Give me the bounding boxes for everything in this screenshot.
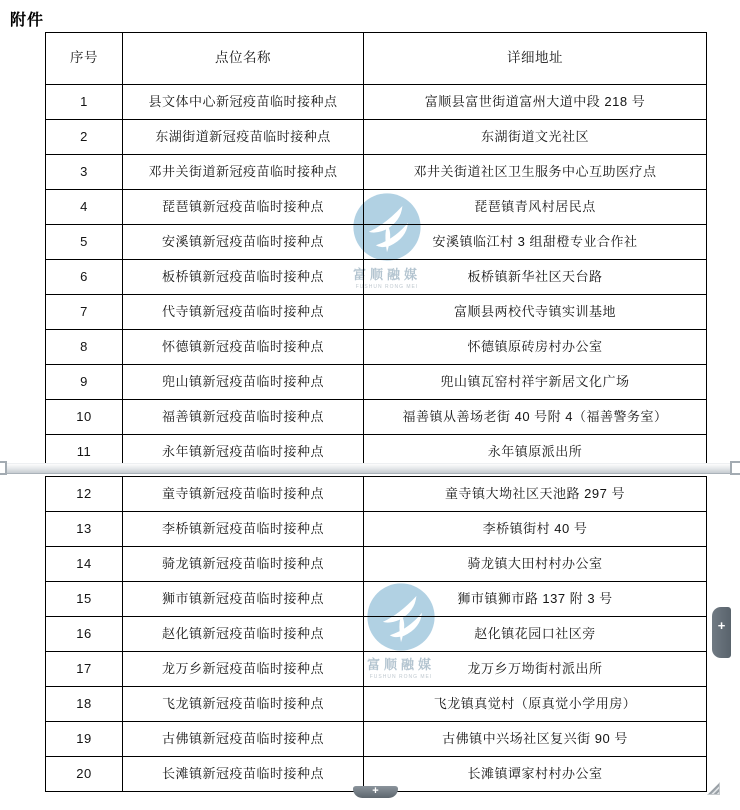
row-site-name: 童寺镇新冠疫苗临时接种点: [123, 477, 364, 511]
row-seq-number: 2: [46, 120, 123, 154]
table-row: [46, 330, 706, 365]
row-seq-number: 5: [46, 225, 123, 259]
table-row: [46, 155, 706, 190]
page-break-divider: [0, 463, 740, 474]
row-site-address: 骑龙镇大田村村办公室: [467, 555, 603, 571]
attachment-title: 附件: [10, 12, 45, 29]
row-seq-number: 14: [46, 547, 123, 581]
row-site-address: 赵化镇花园口社区旁: [474, 625, 596, 641]
table-row: [46, 512, 706, 547]
row-site-address: 邓井关街道社区卫生服务中心互助医疗点: [413, 163, 657, 179]
table-row: [46, 225, 706, 260]
row-seq-number: 12: [46, 477, 123, 511]
row-site-address: 李桥镇街村 40 号: [482, 520, 588, 536]
row-seq-number: 19: [46, 722, 123, 756]
side-expand-button[interactable]: [712, 607, 731, 658]
row-site-name: 飞龙镇新冠疫苗临时接种点: [123, 687, 364, 721]
page-edge-marker-right: [730, 461, 740, 475]
header-site-name: 点位名称: [123, 33, 364, 84]
row-site-name: 县文体中心新冠疫苗临时接种点: [123, 85, 364, 119]
row-seq-number: 17: [46, 652, 123, 686]
table-row: [46, 547, 706, 582]
row-site-name: 安溪镇新冠疫苗临时接种点: [123, 225, 364, 259]
row-seq-number: 3: [46, 155, 123, 189]
row-site-name: 李桥镇新冠疫苗临时接种点: [123, 512, 364, 546]
row-site-address: 童寺镇大坳社区天池路 297 号: [445, 485, 625, 501]
row-site-address: 飞龙镇真觉村（原真觉小学用房）: [433, 695, 637, 711]
row-seq-number: 10: [46, 400, 123, 434]
row-seq-number: 9: [46, 365, 123, 399]
vaccination-sites-table-page2: [45, 476, 707, 792]
row-site-address: 富顺县富世街道富州大道中段 218 号: [424, 93, 646, 109]
table-row: [46, 260, 706, 295]
row-seq-number: 20: [46, 757, 123, 791]
row-site-name: 福善镇新冠疫苗临时接种点: [123, 400, 364, 434]
row-seq-number: 4: [46, 190, 123, 224]
row-site-address: 琵琶镇青风村居民点: [474, 198, 596, 214]
row-site-address: 东湖街道文光社区: [480, 128, 589, 144]
table-header-row: [46, 33, 706, 85]
table-row: [46, 190, 706, 225]
table-row: [46, 400, 706, 435]
table-row: [46, 295, 706, 330]
table-row: [46, 722, 706, 757]
watermark-cn-text: 富顺融媒: [352, 267, 421, 282]
table-row: [46, 120, 706, 155]
row-site-name: 邓井关街道新冠疫苗临时接种点: [123, 155, 364, 189]
table-row: [46, 477, 706, 512]
table-row: [46, 365, 706, 400]
header-seq-number: 序号: [46, 33, 123, 84]
row-site-name: 东湖街道新冠疫苗临时接种点: [123, 120, 364, 154]
page-edge-marker-left: [0, 461, 7, 475]
row-site-address: 兜山镇瓦窑村祥宇新居文化广场: [440, 373, 630, 389]
watermark-en-text: FUSHUN RONG MEI: [355, 284, 419, 290]
row-site-name: 骑龙镇新冠疫苗临时接种点: [123, 547, 364, 581]
row-seq-number: 15: [46, 582, 123, 616]
table-row: [46, 687, 706, 722]
row-site-name: 龙万乡新冠疫苗临时接种点: [123, 652, 364, 686]
plus-icon: +: [372, 785, 379, 797]
row-site-name: 长滩镇新冠疫苗临时接种点: [123, 757, 364, 791]
row-site-address: 长滩镇谭家村村办公室: [467, 765, 603, 781]
plus-icon: +: [717, 618, 726, 633]
row-seq-number: 7: [46, 295, 123, 329]
row-site-address: 狮市镇狮市路 137 附 3 号: [457, 590, 613, 606]
row-site-name: 赵化镇新冠疫苗临时接种点: [123, 617, 364, 651]
row-site-address: 福善镇从善场老街 40 号附 4（福善警务室）: [402, 408, 668, 424]
row-site-address: 富顺县两校代寺镇实训基地: [453, 303, 616, 319]
table-row: [46, 85, 706, 120]
row-seq-number: 11: [46, 435, 123, 469]
table-row: [46, 582, 706, 617]
row-site-address: 安溪镇临江村 3 组甜橙专业合作社: [432, 233, 638, 249]
row-seq-number: 16: [46, 617, 123, 651]
row-seq-number: 8: [46, 330, 123, 364]
row-site-address: 板桥镇新华社区天台路: [467, 268, 603, 284]
row-site-name: 板桥镇新冠疫苗临时接种点: [123, 260, 364, 294]
row-site-address: 怀德镇原砖房村办公室: [467, 338, 603, 354]
resize-grip-handle[interactable]: [707, 782, 720, 795]
bottom-expand-button[interactable]: [353, 786, 398, 798]
row-site-name: 琵琶镇新冠疫苗临时接种点: [123, 190, 364, 224]
row-site-name: 狮市镇新冠疫苗临时接种点: [123, 582, 364, 616]
row-site-name: 永年镇新冠疫苗临时接种点: [123, 435, 364, 469]
row-site-address: 龙万乡万坳街村派出所: [467, 660, 603, 676]
watermark-cn-text: 富顺融媒: [366, 657, 435, 672]
table-row: [46, 652, 706, 687]
header-site-address: 详细地址: [507, 50, 563, 66]
vaccination-sites-table-page1: [45, 32, 707, 470]
row-site-name: 古佛镇新冠疫苗临时接种点: [123, 722, 364, 756]
row-seq-number: 1: [46, 85, 123, 119]
row-site-name: 怀德镇新冠疫苗临时接种点: [123, 330, 364, 364]
row-site-name: 兜山镇新冠疫苗临时接种点: [123, 365, 364, 399]
row-site-address: 永年镇原派出所: [487, 443, 583, 459]
row-seq-number: 18: [46, 687, 123, 721]
row-site-address: 古佛镇中兴场社区复兴街 90 号: [442, 730, 628, 746]
row-seq-number: 13: [46, 512, 123, 546]
table-row: [46, 617, 706, 652]
row-site-name: 代寺镇新冠疫苗临时接种点: [123, 295, 364, 329]
row-seq-number: 6: [46, 260, 123, 294]
watermark-en-text: FUSHUN RONG MEI: [369, 674, 433, 680]
